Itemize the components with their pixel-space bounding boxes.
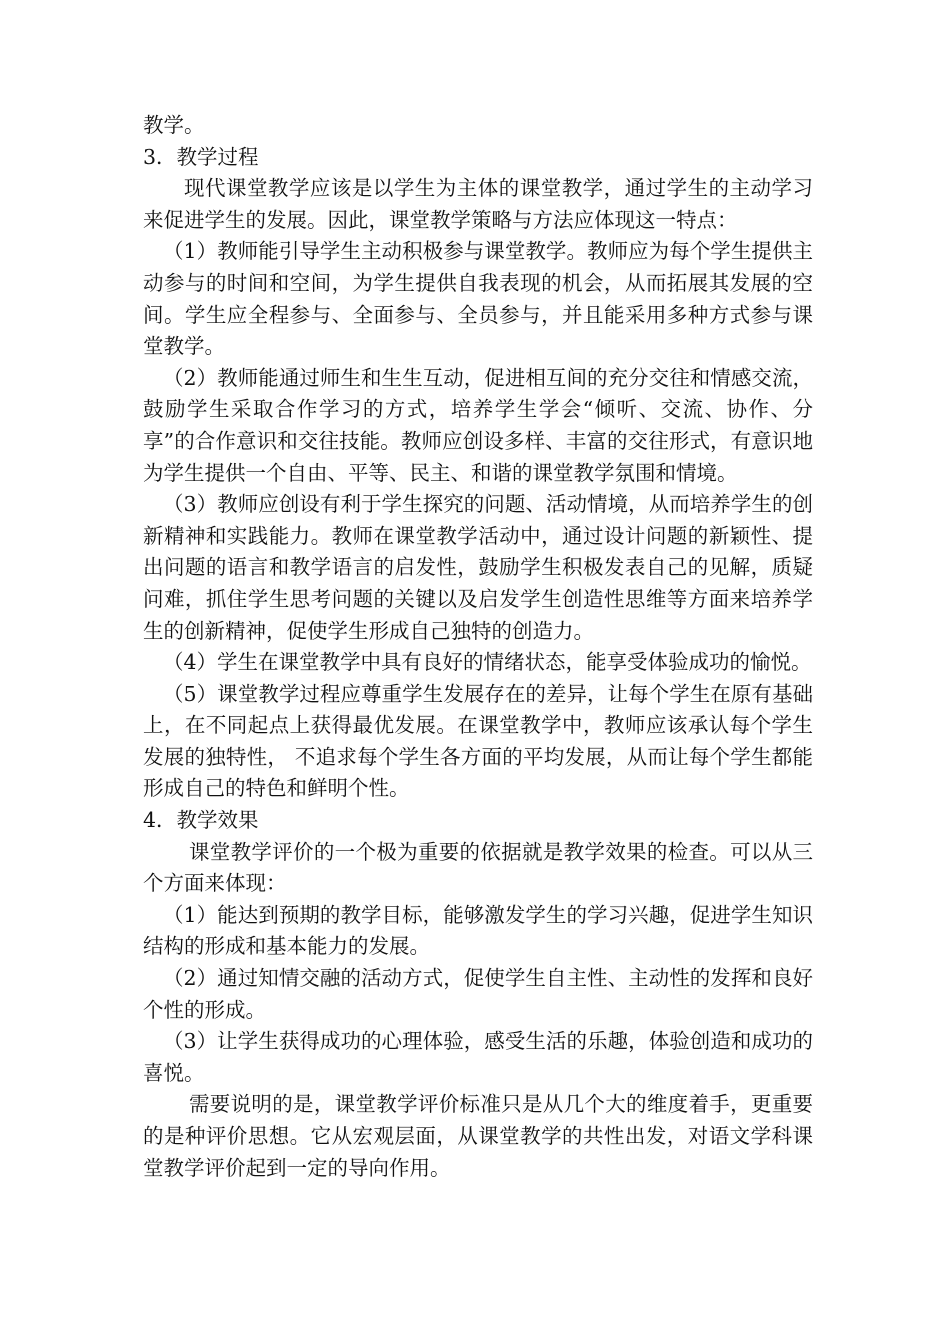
list-item: （1）教师能引导学生主动积极参与课堂教学。教师应为每个学生提供主动参与的时间和空间，为学生提供自我表现的机会，从而拓展其发展的空间。学生应全程参与、全面参与、全员参与，并且能采用多种方式参与课堂教学。: [143, 239, 813, 359]
list-item: （1）能达到预期的教学目标，能够激发学生的学习兴趣，促进学生知识结构的形成和基本能力的发展。: [143, 902, 813, 959]
list-item: （4）学生在课堂教学中具有良好的情绪状态，能享受体验成功的愉悦。: [163, 650, 812, 675]
list-item: （3）让学生获得成功的心理体验，感受生活的乐趣，体验创造和成功的喜悦。: [143, 1029, 813, 1085]
document-page: [143, 110, 813, 1184]
paragraph-closing: 需要说明的是，课堂教学评价标准只是从几个大的维度着手，更重要的是种评价思想。它从宏观层面，从课堂教学的共性出发，对语文学科课堂教学评价起到一定的导向作用。: [143, 1092, 813, 1180]
section-heading-teaching-process: 3．教学过程: [143, 144, 259, 169]
paragraph-effect-intro: 课堂教学评价的一个极为重要的依据就是教学效果的检查。可以从三个方面来体现：: [143, 839, 813, 896]
paragraph-process-intro: 现代课堂教学应该是以学生为主体的课堂教学，通过学生的主动学习来促进学生的发展。因此，课堂教学策略与方法应体现这一特点：: [143, 176, 813, 232]
list-item: （2）教师能通过师生和生生互动，促进相互间的充分交往和情感交流，鼓励学生采取合作学习的方式，培养学生学会“倾听、交流、协作、分享”的合作意识和交往技能。教师应创设多样、丰富的交往形式，有意识地为学生提供一个自由、平等、民主、和谐的课堂教学氛围和情境。: [143, 365, 813, 485]
section-heading-teaching-effect: 4．教学效果: [143, 808, 259, 833]
list-item: （2）通过知情交融的活动方式，促使学生自主性、主动性的发挥和良好个性的形成。: [143, 966, 813, 1022]
list-item: （5）课堂教学过程应尊重学生发展存在的差异，让每个学生在原有基础上，在不同起点上获得最优发展。在课堂教学中，教师应该承认每个学生发展的独特性， 不追求每个学生各方面的平均发展，从而让每个学生都能形成自己的特色和鲜明个性。: [143, 681, 813, 801]
list-item: （3）教师应创设有利于学生探究的问题、活动情境，从而培养学生的创新精神和实践能力。教师在课堂教学活动中，通过设计问题的新颖性、提出问题的语言和教学语言的启发性，鼓励学生积极发表自己的见解，质疑问难，抓住学生思考问题的关键以及启发学生创造性思维等方面来培养学生的创新精神，促使学生形成自己独特的创造力。: [143, 492, 813, 643]
continuation-text: 教学。: [143, 113, 205, 137]
